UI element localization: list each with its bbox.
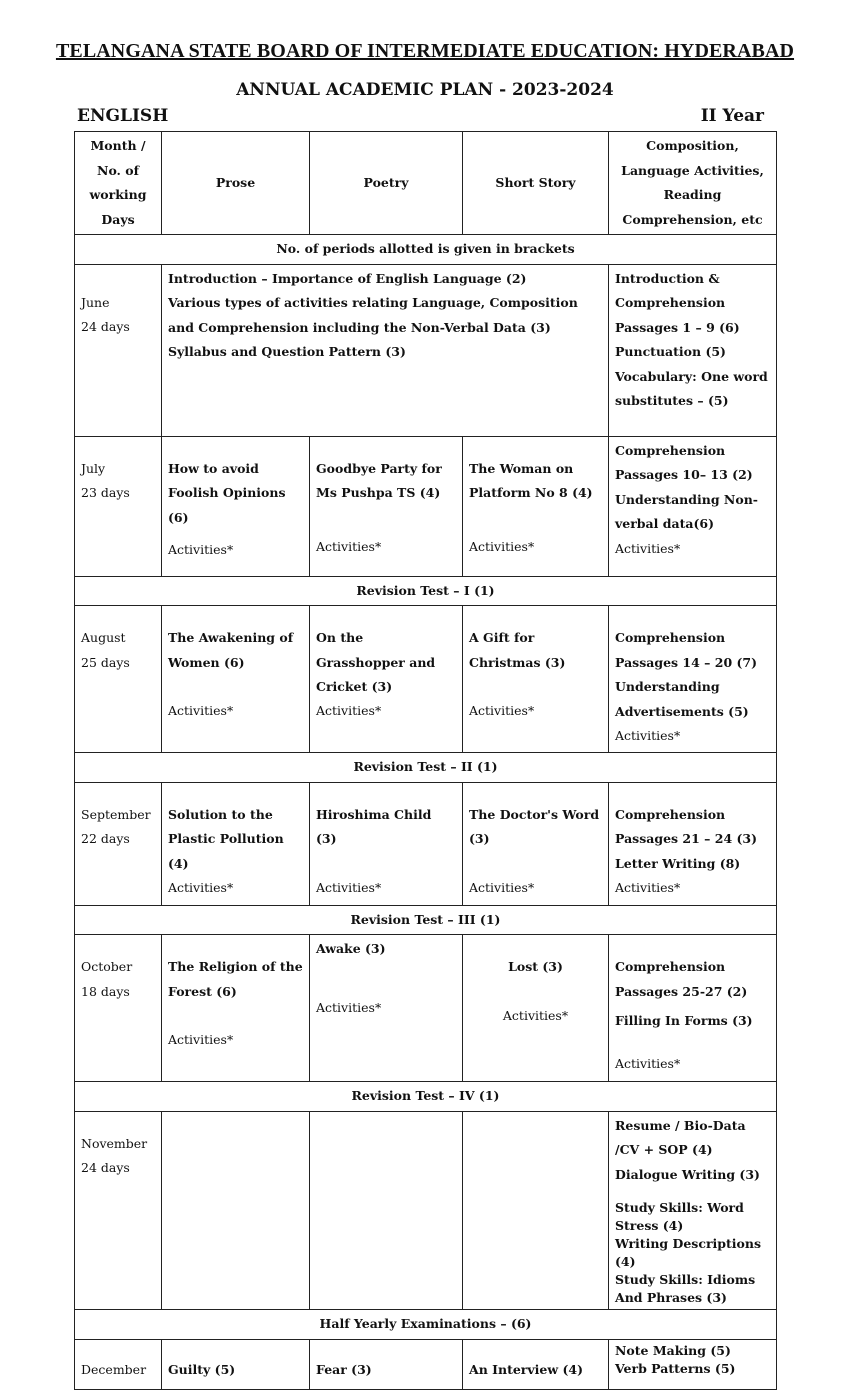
poetry-column-header: Poetry bbox=[310, 132, 463, 235]
activities-label: Activities* bbox=[469, 703, 535, 718]
table-row bbox=[75, 935, 777, 1082]
composition-cell: Resume / Bio-Data /CV + SOP (4) Dialogue Writing (3) Study Skills: Word Stress (4) Writing Descriptions (4) Study Skills: Idioms And Phrases (3) bbox=[609, 1111, 777, 1310]
revision-test-row: Revision Test – I (1) bbox=[75, 576, 777, 606]
prose-cell: How to avoid Foolish Opinions (6) Activities* bbox=[162, 436, 310, 576]
prose-cell bbox=[162, 1111, 310, 1310]
subject-label: ENGLISH bbox=[77, 106, 169, 126]
poetry-cell: Awake (3) Activities* bbox=[310, 935, 463, 1082]
month-cell: December bbox=[75, 1339, 162, 1389]
activities-label: Activities* bbox=[469, 538, 535, 554]
composition-column-header: Composition, Language Activities, Reading Comprehension, etc bbox=[609, 132, 777, 235]
revision-test-row: Revision Test – II (1) bbox=[75, 753, 777, 783]
month-cell: September 22 days bbox=[75, 782, 162, 905]
story-cell: The Doctor's Word (3) Activities* bbox=[463, 782, 609, 905]
table-header-row bbox=[75, 132, 777, 235]
note-row bbox=[75, 235, 777, 265]
table-row bbox=[75, 436, 777, 576]
month-cell: August 25 days bbox=[75, 606, 162, 753]
month-cell: November 24 days bbox=[75, 1111, 162, 1310]
poetry-cell: On the Grasshopper and Cricket (3) Activities* bbox=[310, 606, 463, 753]
board-title: TELANGANA STATE BOARD OF INTERMEDIATE EDUCATION: HYDERABAD bbox=[55, 40, 795, 62]
composition-cell: Introduction & Comprehension Passages 1 – 9 (6) Punctuation (5) Vocabulary: One word substitutes – (5) bbox=[609, 264, 777, 436]
half-yearly-row: Half Yearly Examinations – (6) bbox=[75, 1310, 777, 1340]
story-cell: Lost (3) Activities* bbox=[463, 935, 609, 1082]
prose-cell: Solution to the Plastic Pollution (4) Activities* bbox=[162, 782, 310, 905]
activities-label: Activities* bbox=[168, 542, 234, 557]
activities-label: Activities* bbox=[168, 703, 234, 718]
activities-label: Activities* bbox=[502, 1007, 569, 1023]
table-row bbox=[75, 1111, 777, 1310]
activities-label: Activities* bbox=[469, 879, 535, 895]
prose-column-header: Prose bbox=[162, 132, 310, 235]
poetry-cell: Goodbye Party for Ms Pushpa TS (4) Activities* bbox=[310, 436, 463, 576]
prose-cell: The Religion of the Forest (6) Activities* bbox=[162, 935, 310, 1082]
composition-cell: Note Making (5) Verb Patterns (5) bbox=[609, 1339, 777, 1389]
activities-label: Activities* bbox=[615, 540, 681, 556]
poetry-cell bbox=[310, 1111, 463, 1310]
month-column-header: Month / No. of working Days bbox=[75, 132, 162, 235]
story-cell: The Woman on Platform No 8 (4) Activities* bbox=[463, 436, 609, 576]
activities-label: Activities* bbox=[615, 880, 681, 895]
month-cell: July 23 days bbox=[75, 436, 162, 576]
activities-label: Activities* bbox=[168, 880, 234, 895]
revision-test-row: Revision Test – III (1) bbox=[75, 905, 777, 935]
table-row bbox=[75, 782, 777, 905]
table-row bbox=[75, 1339, 777, 1389]
revision-test-row: Revision Test – IV (1) bbox=[75, 1082, 777, 1112]
story-column-header: Short Story bbox=[463, 132, 609, 235]
activities-label: Activities* bbox=[316, 703, 382, 718]
prose-cell: The Awakening of Women (6) Activities* bbox=[162, 606, 310, 753]
intro-cell: Introduction – Importance of English Language (2) Various types of activities relating Language, Composition and Comprehension including the Non-Verbal Data (3) Syllabus and Question Pattern (3) bbox=[162, 264, 609, 436]
activities-label: Activities* bbox=[316, 879, 382, 895]
composition-cell: Comprehension Passages 21 – 24 (3) Letter Writing (8) Activities* bbox=[609, 782, 777, 905]
composition-cell: Comprehension Passages 14 – 20 (7) Understanding Advertisements (5) Activities* bbox=[609, 606, 777, 753]
table-row bbox=[75, 606, 777, 753]
table-row bbox=[75, 264, 777, 436]
story-cell: A Gift for Christmas (3) Activities* bbox=[463, 606, 609, 753]
composition-cell: Comprehension Passages 25-27 (2) Filling In Forms (3) Activities* bbox=[609, 935, 777, 1082]
composition-cell: Comprehension Passages 10– 13 (2) Understanding Non-verbal data(6) Activities* bbox=[609, 436, 777, 576]
prose-cell: Guilty (5) bbox=[162, 1339, 310, 1389]
poetry-cell: Hiroshima Child (3) Activities* bbox=[310, 782, 463, 905]
year-label: II Year bbox=[700, 106, 764, 126]
month-cell: June 24 days bbox=[75, 264, 162, 436]
month-cell: October 18 days bbox=[75, 935, 162, 1082]
story-cell bbox=[463, 1111, 609, 1310]
plan-title: ANNUAL ACADEMIC PLAN - 2023-2024 bbox=[236, 80, 614, 100]
activities-label: Activities* bbox=[168, 1032, 234, 1047]
periods-note: No. of periods allotted is given in brackets bbox=[75, 235, 777, 265]
activities-label: Activities* bbox=[316, 538, 382, 554]
activities-label: Activities* bbox=[615, 1055, 681, 1071]
poetry-cell: Fear (3) bbox=[310, 1339, 463, 1389]
story-cell: An Interview (4) bbox=[463, 1339, 609, 1389]
activities-label: Activities* bbox=[615, 728, 681, 743]
activities-label: Activities* bbox=[316, 999, 382, 1015]
academic-plan-table bbox=[74, 131, 777, 1390]
